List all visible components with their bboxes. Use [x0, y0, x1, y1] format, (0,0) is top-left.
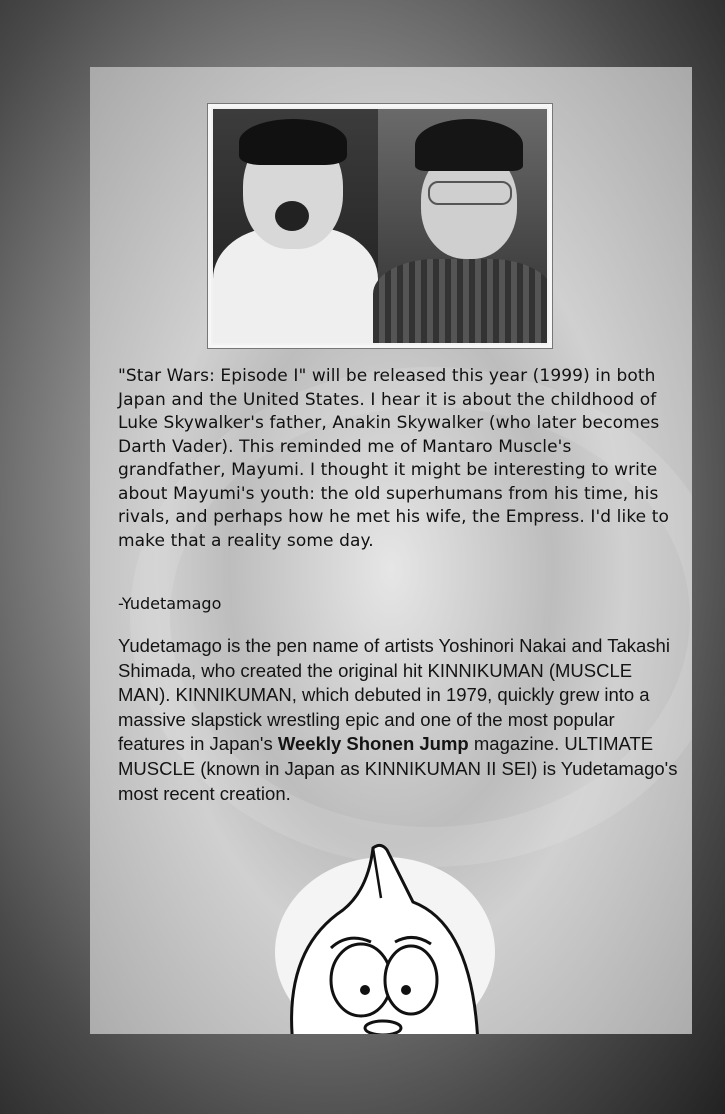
- author-quote: "Star Wars: Episode I" will be released this year (1999) in both Japan and the United States. I hear it is about the childhood of Luke Skywalker's father, Anakin Skywalker (who later becomes Darth Vader). This reminded me of Mantaro Muscle's grandfather, Mayumi. I thought it might be interesting to write about Mayumi's youth: the old superhumans from his time, his rivals, and perhaps how he met his wife, the Empress. I'd like to make that a reality some day.: [118, 366, 669, 551]
- mascot-mouth: [365, 1021, 401, 1034]
- mascot-right-eye: [385, 946, 437, 1014]
- mascot-left-eye: [331, 944, 391, 1016]
- bio-text-2: magazine. ULTIMATE MUSCLE (known in Japan as KINNIKUMAN II SEI) is Yudetamago's most recent creation.: [118, 733, 678, 804]
- content-panel: [90, 67, 692, 1034]
- bio-text-1: Yudetamago is the pen name of artists Yoshinori Nakai and Takashi Shimada, who created the original hit KINNIKUMAN (MUSCLE MAN). KINNIKUMAN, which debuted in 1979, quickly grew into a massive slapstick wrestling epic and one of the most popular features in Japan's: [118, 635, 670, 755]
- person-right-body: [373, 259, 547, 343]
- author-signature: -Yudetamago: [118, 594, 222, 613]
- bio-magazine-name: Weekly Shonen Jump: [277, 733, 469, 755]
- photo-image: [213, 109, 547, 343]
- mascot-illustration: [273, 840, 497, 1034]
- mascot-head: [292, 845, 478, 1034]
- author-photo: [208, 104, 552, 348]
- author-bio: [118, 634, 683, 806]
